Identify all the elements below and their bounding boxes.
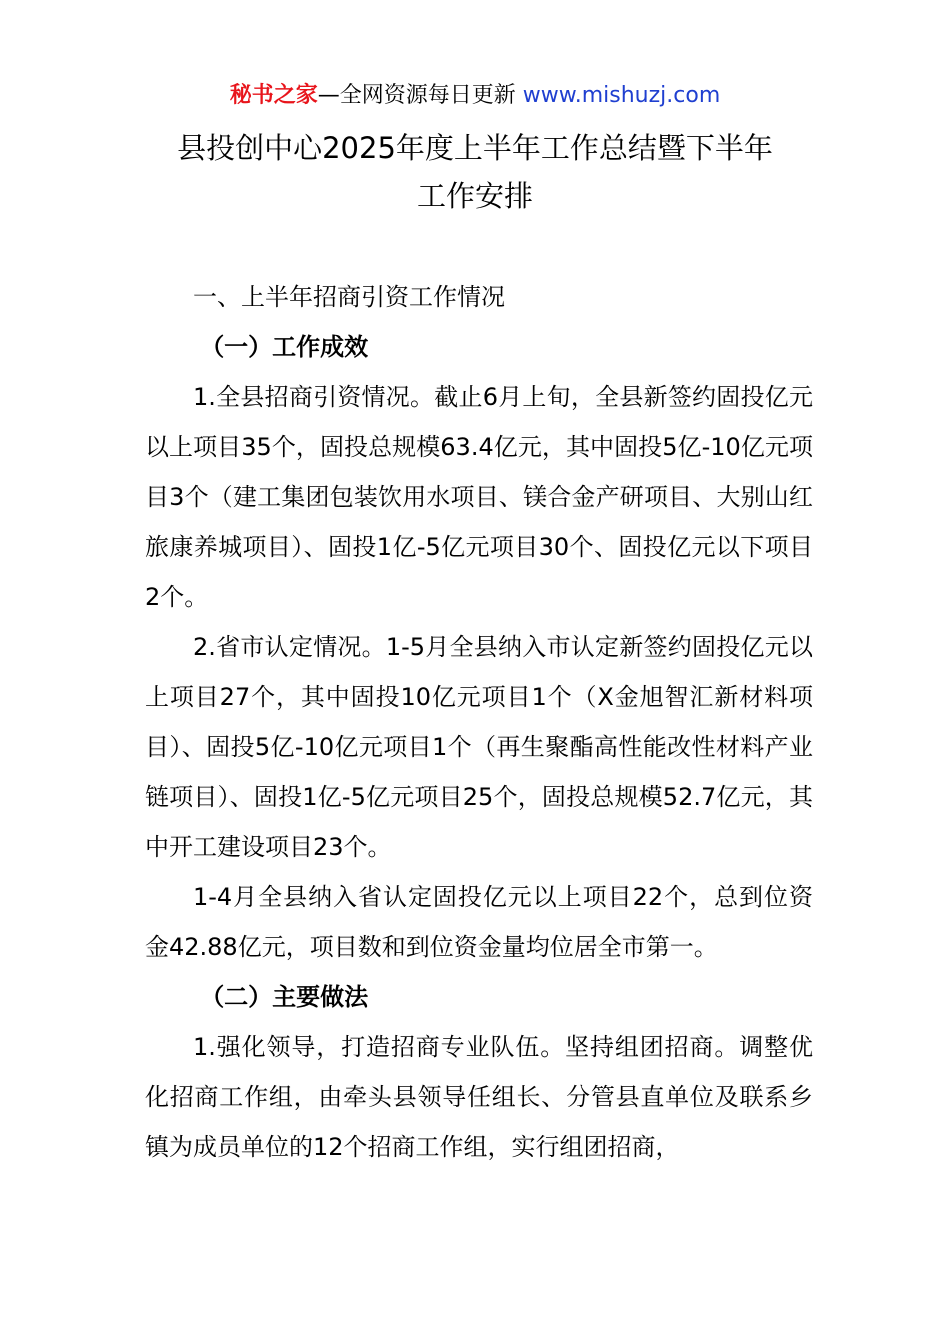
site-brand: 秘书之家 <box>229 83 318 108</box>
site-url-link[interactable]: www.mishuzj.com <box>522 83 721 108</box>
document-body <box>145 272 813 1172</box>
body-paragraph: 1-4月全县纳入省认定固投亿元以上项目22个，总到位资金42.88亿元，项目数和到位资金量均位居全市第一。 <box>145 883 813 961</box>
site-tagline: —全网资源每日更新 <box>317 83 516 108</box>
body-paragraph: 2.省市认定情况。1-5月全县纳入市认定新签约固投亿元以上项目27个，其中固投10亿元项目1个（X金旭智汇新材料项目）、固投5亿-10亿元项目1个（再生聚酯高性能改性材料产业链项目）、固投1亿-5亿元项目25个，固投总规模52.7亿元，其中开工建设项目23个。 <box>145 633 813 861</box>
site-header <box>0 80 950 112</box>
body-paragraph: 1.强化领导，打造招商专业队伍。坚持组团招商。调整优化招商工作组，由牵头县领导任组长、分管县直单位及联系乡镇为成员单位的12个招商工作组，实行组团招商， <box>145 1033 813 1161</box>
body-paragraph: 1.全县招商引资情况。截止6月上旬，全县新签约固投亿元以上项目35个，固投总规模63.4亿元，其中固投5亿-10亿元项目3个（建工集团包装饮用水项目、镁合金产研项目、大别山红旅康养城项目）、固投1亿-5亿元项目30个、固投亿元以下项目2个。 <box>145 383 813 611</box>
subsection-heading: （一）工作成效 <box>200 333 369 361</box>
document-title <box>120 124 830 220</box>
section-heading: 一、上半年招商引资工作情况 <box>193 283 505 311</box>
title-line-2: 工作安排 <box>416 179 533 213</box>
title-line-1: 县投创中心2025年度上半年工作总结暨下半年 <box>177 131 773 165</box>
subsection-heading: （二）主要做法 <box>200 983 369 1011</box>
